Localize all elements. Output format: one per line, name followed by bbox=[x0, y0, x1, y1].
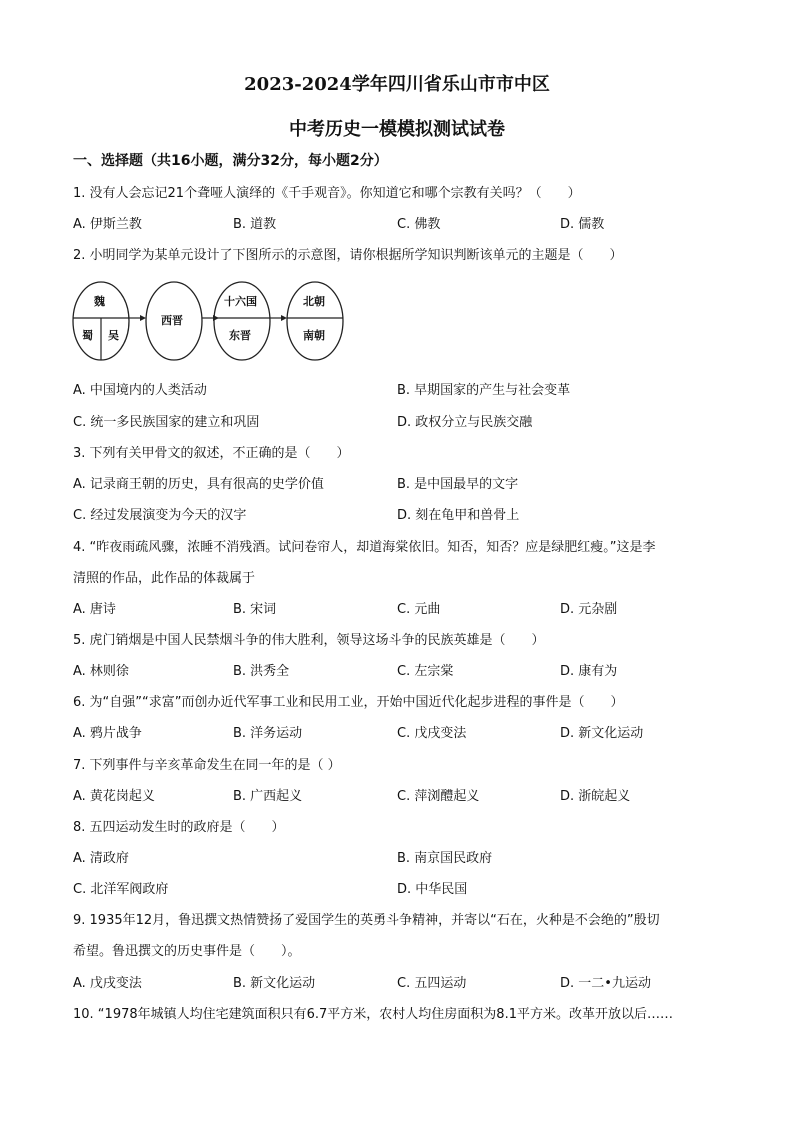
q9-stem-line-1: 9. 1935年12月，鲁迅撰文热情赞扬了爱国学生的英勇斗争精神，并寄以“石在，火种是不会绝的”殷切 bbox=[73, 913, 660, 928]
q6-stem: 6. 为“自强”“求富”而创办近代军事工业和民用工业，开始中国近代化起步进程的事件是（ ） bbox=[73, 695, 624, 710]
q5-option-d: D. 康有为 bbox=[560, 664, 618, 679]
q2-option-d: D. 政权分立与民族交融 bbox=[397, 415, 533, 430]
q8-stem: 8. 五四运动发生时的政府是（ ） bbox=[73, 820, 285, 835]
q3-option-a: A. 记录商王朝的历史，具有很高的史学价值 bbox=[73, 477, 324, 492]
q4-option-a: A. 唐诗 bbox=[73, 602, 116, 617]
q9-stem-line-2: 希望。鲁迅撰文的历史事件是（ ）。 bbox=[73, 944, 301, 959]
q4-option-c: C. 元曲 bbox=[397, 602, 441, 617]
q1-option-a: A. 伊斯兰教 bbox=[73, 217, 142, 232]
q10-stem: 10. “1978年城镇人均住宅建筑面积只有6.7平方米，农村人均住房面积为8.1平方米。改革开放以后…… bbox=[73, 1007, 673, 1022]
q8-option-c: C. 北洋军阀政府 bbox=[73, 882, 169, 897]
label-xijin: 西晋 bbox=[161, 314, 183, 327]
q2-stem: 2. 小明同学为某单元设计了下图所示的示意图，请你根据所学知识判断该单元的主题是（ ） bbox=[73, 248, 623, 263]
label-wei: 魏 bbox=[94, 295, 105, 308]
q4-option-d: D. 元杂剧 bbox=[560, 602, 618, 617]
arrow-1-head bbox=[140, 315, 146, 321]
q3-option-b: B. 是中国最早的文字 bbox=[397, 477, 519, 492]
label-shiliuguo: 十六国 bbox=[224, 295, 257, 308]
q6-option-a: A. 鸦片战争 bbox=[73, 726, 142, 741]
q9-option-b: B. 新文化运动 bbox=[233, 976, 316, 991]
q5-stem: 5. 虎门销烟是中国人民禁烟斗争的伟大胜利，领导这场斗争的民族英雄是（ ） bbox=[73, 633, 545, 648]
q7-option-c: C. 萍浏醴起义 bbox=[397, 789, 480, 804]
q5-option-b: B. 洪秀全 bbox=[233, 664, 290, 679]
oval-shiliuguo-dongjin bbox=[214, 282, 270, 360]
q3-option-c: C. 经过发展演变为今天的汉字 bbox=[73, 508, 247, 523]
label-shu: 蜀 bbox=[82, 329, 93, 342]
label-beichao: 北朝 bbox=[303, 295, 325, 308]
q3-option-d: D. 刻在龟甲和兽骨上 bbox=[397, 508, 520, 523]
q6-option-b: B. 洋务运动 bbox=[233, 726, 303, 741]
q5-option-c: C. 左宗棠 bbox=[397, 664, 454, 679]
q1-option-c: C. 佛教 bbox=[397, 217, 441, 232]
label-wu: 吴 bbox=[108, 329, 119, 342]
q1-stem: 1. 没有人会忘记21个聋哑人演绎的《千手观音》。你知道它和哪个宗教有关吗？（ ） bbox=[73, 186, 581, 201]
q9-option-a: A. 戊戌变法 bbox=[73, 976, 142, 991]
q4-option-b: B. 宋词 bbox=[233, 602, 277, 617]
q6-option-c: C. 戊戌变法 bbox=[397, 726, 467, 741]
q7-stem: 7. 下列事件与辛亥革命发生在同一年的是（ ） bbox=[73, 758, 341, 773]
q7-option-d: D. 浙皖起义 bbox=[560, 789, 631, 804]
q8-option-a: A. 清政府 bbox=[73, 851, 129, 866]
dynasty-flow-diagram bbox=[72, 281, 354, 363]
label-dongjin: 东晋 bbox=[229, 329, 251, 342]
q1-option-b: B. 道教 bbox=[233, 217, 277, 232]
q7-option-a: A. 黄花岗起义 bbox=[73, 789, 155, 804]
q8-option-b: B. 南京国民政府 bbox=[397, 851, 493, 866]
q4-stem-line-1: 4. “昨夜雨疏风骤，浓睡不消残酒。试问卷帘人，却道海棠依旧。知否，知否？应是绿肥红瘦。”这是李 bbox=[73, 540, 656, 555]
label-nanchao: 南朝 bbox=[303, 329, 325, 342]
q2-option-b: B. 早期国家的产生与社会变革 bbox=[397, 383, 571, 398]
q8-option-d: D. 中华民国 bbox=[397, 882, 468, 897]
title-line-1: 2023-2024学年四川省乐山市市中区 bbox=[244, 74, 550, 95]
q4-stem-line-2: 清照的作品，此作品的体裁属于 bbox=[73, 571, 256, 586]
q5-option-a: A. 林则徐 bbox=[73, 664, 129, 679]
q1-option-d: D. 儒教 bbox=[560, 217, 605, 232]
oval-beichao-nanchao bbox=[287, 282, 343, 360]
q9-option-d: D. 一二•九运动 bbox=[560, 976, 651, 991]
section-heading: 一、选择题（共16小题，满分32分，每小题2分） bbox=[73, 153, 388, 169]
q2-option-a: A. 中国境内的人类活动 bbox=[73, 383, 207, 398]
arrow-3-head bbox=[281, 315, 287, 321]
q6-option-d: D. 新文化运动 bbox=[560, 726, 644, 741]
q2-option-c: C. 统一多民族国家的建立和巩固 bbox=[73, 415, 260, 430]
q7-option-b: B. 广西起义 bbox=[233, 789, 303, 804]
q9-option-c: C. 五四运动 bbox=[397, 976, 467, 991]
q3-stem: 3. 下列有关甲骨文的叙述，不正确的是（ ） bbox=[73, 446, 350, 461]
title-line-2: 中考历史一模模拟测试试卷 bbox=[289, 119, 505, 140]
